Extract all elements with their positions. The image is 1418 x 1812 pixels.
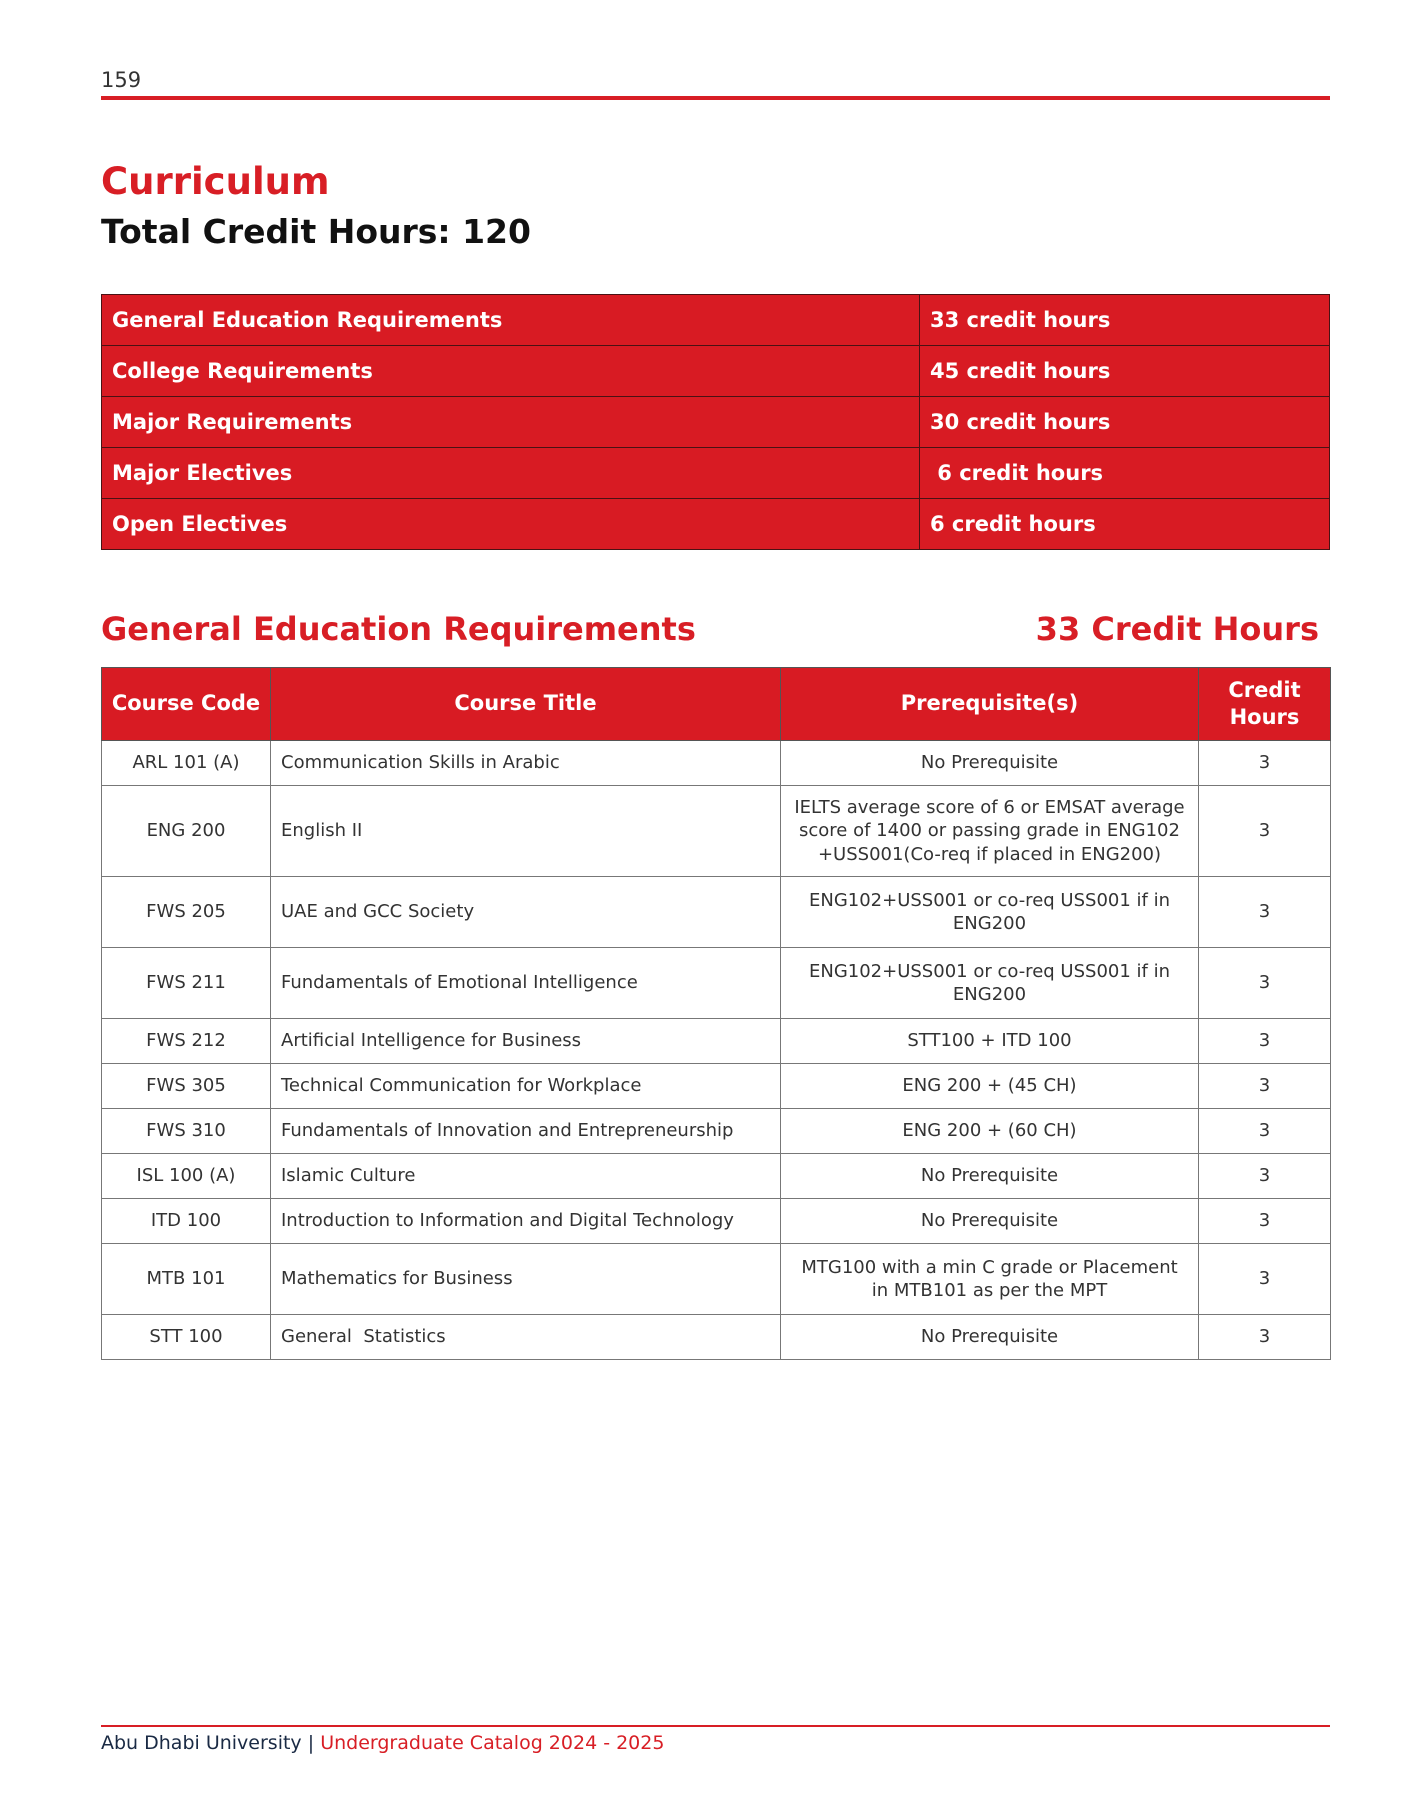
summary-row bbox=[102, 499, 1330, 550]
course-code: FWS 212 bbox=[102, 1019, 271, 1064]
total-credit-hours: Total Credit Hours: 120 bbox=[101, 212, 531, 251]
footer bbox=[101, 1732, 664, 1754]
course-credit: 3 bbox=[1199, 877, 1331, 948]
summary-label: Open Electives bbox=[102, 499, 920, 550]
course-credit: 3 bbox=[1199, 1315, 1331, 1360]
course-code: FWS 310 bbox=[102, 1109, 271, 1154]
summary-hours: 33 credit hours bbox=[920, 295, 1330, 346]
course-code: STT 100 bbox=[102, 1315, 271, 1360]
page-title: Curriculum bbox=[101, 160, 330, 203]
course-credit: 3 bbox=[1199, 1064, 1331, 1109]
course-credit: 3 bbox=[1199, 1244, 1331, 1315]
table-row bbox=[102, 786, 1331, 877]
summary-label: Major Requirements bbox=[102, 397, 920, 448]
header-rule bbox=[101, 96, 1330, 100]
course-prereq: ENG102+USS001 or co-req USS001 if in ENG200 bbox=[781, 877, 1199, 948]
course-title: Artificial Intelligence for Business bbox=[271, 1019, 781, 1064]
table-row bbox=[102, 1109, 1331, 1154]
header-course-title: Course Title bbox=[271, 668, 781, 741]
table-row bbox=[102, 1199, 1331, 1244]
footer-university: Abu Dhabi University bbox=[101, 1732, 302, 1754]
course-title: UAE and GCC Society bbox=[271, 877, 781, 948]
page-number: 159 bbox=[101, 68, 142, 92]
course-code: FWS 305 bbox=[102, 1064, 271, 1109]
table-row bbox=[102, 1244, 1331, 1315]
credit-summary-table bbox=[101, 294, 1330, 550]
gen-ed-section-title: General Education Requirements bbox=[101, 610, 696, 648]
header-course-code: Course Code bbox=[102, 668, 271, 741]
summary-hours: 6 credit hours bbox=[920, 448, 1330, 499]
course-prereq: IELTS average score of 6 or EMSAT average score of 1400 or passing grade in ENG102 +USS001(Co-req if placed in ENG200) bbox=[781, 786, 1199, 877]
gen-ed-courses-table bbox=[101, 667, 1331, 1360]
course-credit: 3 bbox=[1199, 741, 1331, 786]
summary-label: Major Electives bbox=[102, 448, 920, 499]
course-prereq: ENG102+USS001 or co-req USS001 if in ENG200 bbox=[781, 948, 1199, 1019]
footer-rule bbox=[101, 1725, 1330, 1727]
gen-ed-section-hours: 33 Credit Hours bbox=[1035, 610, 1319, 648]
course-title: Communication Skills in Arabic bbox=[271, 741, 781, 786]
course-prereq: No Prerequisite bbox=[781, 1154, 1199, 1199]
course-title: Fundamentals of Innovation and Entrepreneurship bbox=[271, 1109, 781, 1154]
summary-hours: 45 credit hours bbox=[920, 346, 1330, 397]
course-code: FWS 211 bbox=[102, 948, 271, 1019]
course-prereq: ENG 200 + (45 CH) bbox=[781, 1064, 1199, 1109]
course-code: ENG 200 bbox=[102, 786, 271, 877]
course-credit: 3 bbox=[1199, 1109, 1331, 1154]
summary-row bbox=[102, 295, 1330, 346]
course-credit: 3 bbox=[1199, 786, 1331, 877]
course-title: Introduction to Information and Digital Technology bbox=[271, 1199, 781, 1244]
course-title: English II bbox=[271, 786, 781, 877]
course-credit: 3 bbox=[1199, 1019, 1331, 1064]
table-row bbox=[102, 948, 1331, 1019]
course-title: Islamic Culture bbox=[271, 1154, 781, 1199]
summary-hours: 6 credit hours bbox=[920, 499, 1330, 550]
course-code: ITD 100 bbox=[102, 1199, 271, 1244]
table-row bbox=[102, 1154, 1331, 1199]
table-row bbox=[102, 1019, 1331, 1064]
summary-row bbox=[102, 346, 1330, 397]
course-credit: 3 bbox=[1199, 1154, 1331, 1199]
header-credit-hours: Credit Hours bbox=[1199, 668, 1331, 741]
course-prereq: No Prerequisite bbox=[781, 1199, 1199, 1244]
course-credit: 3 bbox=[1199, 1199, 1331, 1244]
course-credit: 3 bbox=[1199, 948, 1331, 1019]
course-prereq: STT100 + ITD 100 bbox=[781, 1019, 1199, 1064]
course-title: Fundamentals of Emotional Intelligence bbox=[271, 948, 781, 1019]
table-row bbox=[102, 877, 1331, 948]
course-prereq: ENG 200 + (60 CH) bbox=[781, 1109, 1199, 1154]
course-code: ISL 100 (A) bbox=[102, 1154, 271, 1199]
course-title: Technical Communication for Workplace bbox=[271, 1064, 781, 1109]
course-title: Mathematics for Business bbox=[271, 1244, 781, 1315]
table-row bbox=[102, 741, 1331, 786]
table-row bbox=[102, 1064, 1331, 1109]
course-prereq: No Prerequisite bbox=[781, 741, 1199, 786]
summary-label: General Education Requirements bbox=[102, 295, 920, 346]
table-header-row bbox=[102, 668, 1331, 741]
footer-catalog: Undergraduate Catalog 2024 - 2025 bbox=[320, 1732, 665, 1754]
footer-separator: | bbox=[307, 1732, 315, 1754]
table-row bbox=[102, 1315, 1331, 1360]
course-code: MTB 101 bbox=[102, 1244, 271, 1315]
course-prereq: No Prerequisite bbox=[781, 1315, 1199, 1360]
summary-row bbox=[102, 397, 1330, 448]
summary-hours: 30 credit hours bbox=[920, 397, 1330, 448]
course-title: General Statistics bbox=[271, 1315, 781, 1360]
course-prereq: MTG100 with a min C grade or Placement in MTB101 as per the MPT bbox=[781, 1244, 1199, 1315]
summary-label: College Requirements bbox=[102, 346, 920, 397]
course-code: ARL 101 (A) bbox=[102, 741, 271, 786]
summary-row bbox=[102, 448, 1330, 499]
header-prerequisites: Prerequisite(s) bbox=[781, 668, 1199, 741]
course-code: FWS 205 bbox=[102, 877, 271, 948]
